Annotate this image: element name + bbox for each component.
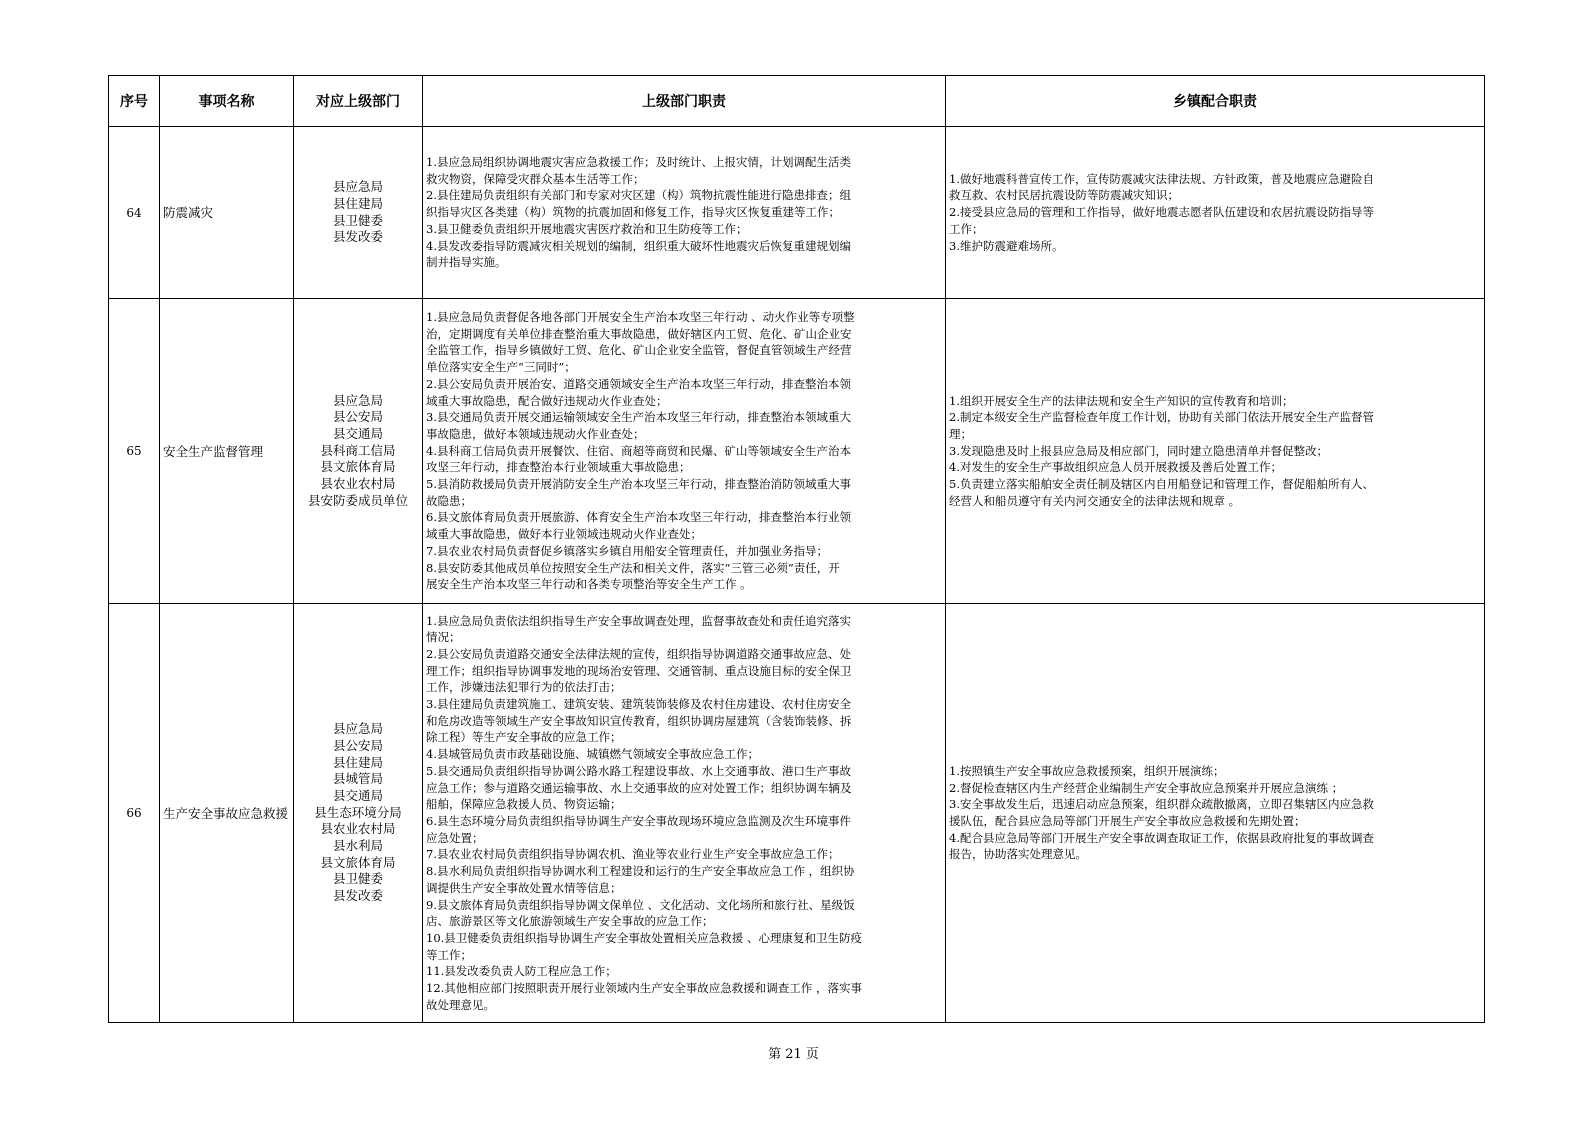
dept-name: 县发改委	[332, 888, 383, 904]
dept-name: 县水利局	[332, 838, 383, 854]
duty-line: 8.县水利局负责组织指导协调水利工程建设和运行的生产安全事故应急工作 ，组织协	[426, 864, 855, 879]
duty-line: 9.县文旅体育局负责组织指导协调文保单位 、文化活动、文化场所和旅行社、星级饭	[426, 897, 855, 912]
town-duties	[946, 127, 1485, 299]
upper-duties	[423, 604, 946, 1023]
duty-line: 治，定期调度有关单位排查整治重大事故隐患，做好辖区内工贸、危化、矿山企业安	[426, 326, 852, 341]
item-name: 防震减灾	[160, 127, 294, 299]
duty-line: 3.维护防震避难场所。	[949, 238, 1064, 253]
duty-line: 2.接受县应急局的管理和工作指导，做好地震志愿者队伍建设和农居抗震设防指导等	[949, 205, 1374, 220]
duty-line: 单位落实安全生产“三同时”；	[426, 360, 576, 375]
duty-line: 4.县科商工信局负责开展餐饮、住宿、商超等商贸和民爆、矿山等领域安全生产治本	[426, 443, 851, 458]
duty-line: 全监管工作，指导乡镇做好工贸、危化、矿山企业安全监管，督促直管领域生产经营	[426, 343, 852, 358]
duty-line: 援队伍，配合县应急局等部门开展生产安全事故应急救援和先期处置；	[949, 814, 1306, 828]
item-name: 安全生产监督管理	[160, 299, 294, 604]
duty-line: 应急处置；	[426, 830, 484, 845]
duty-line: 4.县城管局负责市政基础设施、城镇燃气领域安全事故应急工作；	[426, 747, 759, 762]
duty-line: 3.县交通局负责开展交通运输领域安全生产治本攻坚三年行动，排查整治本领域重大	[426, 410, 851, 425]
dept-list	[294, 299, 423, 604]
duty-line: 船舶，保障应急救援人员、物资运输；	[426, 797, 622, 812]
duty-line: 1.组织开展安全生产的法律法规和安全生产知识的宣传教育和培训；	[949, 393, 1294, 408]
dept-name: 县发改委	[332, 229, 383, 245]
duty-line: 和危房改造等领域生产安全事故知识宣传教育，组织协调房屋建筑（含装饰装修、拆	[426, 713, 852, 728]
duty-line: 理；	[949, 426, 972, 441]
item-name: 生产安全事故应急救援	[160, 604, 294, 1023]
duty-line: 攻坚三年行动，排查整治本行业领域重大事故隐患；	[426, 460, 691, 475]
duty-line: 2.县公安局负责道路交通安全法律法规的宣传，组织指导协调道路交通事故应急、处	[426, 646, 851, 661]
town-duties	[946, 299, 1485, 604]
duty-line: 1.做好地震科普宣传工作，宣传防震减灾法律法规、方针政策，普及地震应急避险自	[949, 171, 1374, 186]
row-number: 66	[109, 604, 160, 1023]
dept-name: 县科商工信局	[320, 442, 396, 458]
duty-line: 1.县应急局负责依法组织指导生产安全事故调查处理，监督事故查处和责任追究落实	[426, 613, 851, 628]
duty-line: 3.县住建局负责建筑施工、建筑安装、建筑装饰装修及农村住房建设、农村住房安全	[426, 697, 851, 712]
dept-name: 县农业农村局	[320, 821, 396, 837]
duty-line: 故处理意见。	[426, 997, 495, 1012]
header-town-duties: 乡镇配合职责	[946, 76, 1485, 127]
duty-line: 4.配合县应急局等部门开展生产安全事故调查取证工作，依据县政府批复的事故调查	[949, 830, 1374, 845]
dept-name: 县应急局	[332, 721, 383, 737]
duty-line: 情况；	[426, 630, 461, 645]
duty-line: 5.县交通局负责组织指导协调公路水路工程建设事故、水上交通事故、港口生产事故	[426, 763, 851, 778]
duty-line: 4.县发改委指导防震减灾相关规划的编制，组织重大破坏性地震灾后恢复重建规划编	[426, 238, 851, 253]
duty-line: 6.县生态环境分局负责组织指导协调生产安全事故现场环境应急监测及次生环境事件	[426, 814, 851, 828]
duty-line: 工作，涉嫌违法犯罪行为的依法打击；	[426, 680, 622, 695]
dept-list	[294, 127, 423, 299]
dept-name: 县公安局	[332, 737, 383, 753]
duty-line: 1.县应急局负责督促各地各部门开展安全生产治本攻坚三年行动 、动火作业等专项整	[426, 310, 855, 325]
dept-list	[294, 604, 423, 1023]
duty-line: 10.县卫健委负责组织指导协调生产安全事故处置相关应急救援 、心理康复和卫生防疫	[426, 930, 862, 945]
duty-line: 4.对发生的安全生产事故组织应急人员开展救援及善后处置工作；	[949, 460, 1282, 475]
header-num: 序号	[109, 76, 160, 127]
dept-name: 县农业农村局	[320, 476, 396, 492]
page-number: 第 21 页	[768, 1047, 819, 1062]
duty-line: 12.其他相应部门按照职责开展行业领域内生产安全事故应急救援和调查工作 ，落实事	[426, 981, 862, 996]
duty-line: 3.发现隐患及时上报县应急局及相应部门，同时建立隐患清单并督促整改；	[949, 443, 1328, 458]
dept-name: 县住建局	[332, 754, 383, 770]
dept-name: 县文旅体育局	[320, 459, 396, 475]
upper-duties	[423, 299, 946, 604]
upper-duties	[423, 127, 946, 299]
dept-name: 县安防委成员单位	[307, 492, 408, 508]
duty-line: 织指导灾区各类建（构）筑物的抗震加固和修复工作，指导灾区恢复重建等工作；	[426, 205, 840, 220]
duty-line: 3.安全事故发生后，迅速启动应急预案，组织群众疏散撤离，立即召集辖区内应急救	[949, 797, 1374, 812]
duty-line: 救互救、农村民居抗震设防等防震减灾知识；	[949, 188, 1179, 203]
dept-name: 县住建局	[332, 195, 383, 211]
row-number: 64	[109, 127, 160, 299]
dept-name: 县应急局	[332, 179, 383, 195]
dept-name: 县应急局	[332, 392, 383, 408]
dept-name: 县生态环境分局	[314, 804, 402, 820]
dept-name: 县卫健委	[332, 871, 383, 887]
duty-line: 应急工作；参与道路交通运输事故、水上交通事故的应对处置工作；组织协调车辆及	[426, 780, 852, 795]
table-row	[109, 127, 1485, 299]
duty-line: 工作；	[949, 221, 984, 236]
duty-line: 1.县应急局组织协调地震灾害应急救援工作；及时统计、上报灾情，计划调配生活类	[426, 155, 851, 170]
duty-line: 7.县农业农村局负责组织指导协调农机、渔业等农业行业生产安全事故应急工作；	[426, 847, 840, 862]
duty-line: 理工作；组织指导协调事发地的现场治安管理、交通管制、重点设施目标的安全保卫	[426, 663, 852, 678]
duty-line: 3.县卫健委负责组织开展地震灾害医疗救治和卫生防疫等工作；	[426, 221, 748, 236]
duty-line: 2.制定本级安全生产监督检查年度工作计划，协助有关部门依法开展安全生产监督管	[949, 410, 1374, 425]
table-row	[109, 299, 1485, 604]
town-duties	[946, 604, 1485, 1023]
duty-line: 调提供生产安全事故处置水情等信息；	[426, 880, 622, 895]
duty-line: 2.督促检查辖区内生产经营企业编制生产安全事故应急预案并开展应急演练 ；	[949, 780, 1344, 795]
duty-line: 域重大事故隐患，配合做好违规动火作业查处；	[426, 393, 668, 408]
duty-line: 事故隐患，做好本领域违规动火作业查处；	[426, 426, 645, 441]
duty-line: 7.县农业农村局负责督促乡镇落实乡镇自用船安全管理责任，并加强业务指导；	[426, 543, 828, 558]
dept-name: 县城管局	[332, 771, 383, 787]
duty-line: 故隐患；	[426, 493, 472, 508]
header-dept: 对应上级部门	[294, 76, 423, 127]
header-upper-duties: 上级部门职责	[423, 76, 946, 127]
header-row	[109, 76, 1485, 127]
duty-line: 2.县住建局负责组织有关部门和专家对灾区建（构）筑物抗震性能进行隐患排查；组	[426, 188, 851, 203]
duty-line: 域重大事故隐患，做好本行业领域违规动火作业查处；	[426, 527, 702, 542]
duty-line: 制并指导实施。	[426, 255, 507, 270]
duty-line: 救灾物资，保障受灾群众基本生活等工作；	[426, 171, 645, 186]
header-name: 事项名称	[160, 76, 294, 127]
dept-name: 县交通局	[332, 425, 383, 441]
duty-table	[108, 75, 1485, 1023]
duty-line: 6.县文旅体育局负责开展旅游、体育安全生产治本攻坚三年行动，排查整治本行业领	[426, 510, 851, 525]
duty-line: 11.县发改委负责人防工程应急工作；	[426, 964, 617, 979]
dept-name: 县文旅体育局	[320, 854, 396, 870]
duty-line: 1.按照镇生产安全事故应急救援预案，组织开展演练；	[949, 763, 1225, 778]
duty-line: 报告，协助落实处理意见。	[949, 847, 1087, 862]
duty-line: 8.县安防委其他成员单位按照安全生产法和相关文件，落实“三管三必须”责任，开	[426, 560, 840, 575]
duty-line: 展安全生产治本攻坚三年行动和各类专项整治等安全生产工作 。	[426, 577, 752, 592]
dept-name: 县公安局	[332, 409, 383, 425]
duty-line: 2.县公安局负责开展治安、道路交通领域安全生产治本攻坚三年行动，排查整治本领	[426, 376, 851, 391]
duty-line: 店、旅游景区等文化旅游领域生产安全事故的应急工作；	[426, 914, 714, 929]
duty-line: 5.负责建立落实船舶安全责任制及辖区内自用船登记和管理工作，督促船舶所有人、	[949, 477, 1374, 492]
row-number: 65	[109, 299, 160, 604]
duty-line: 5.县消防救援局负责开展消防安全生产治本攻坚三年行动，排查整治消防领域重大事	[426, 477, 851, 492]
duty-line: 等工作；	[426, 947, 472, 962]
dept-name: 县卫健委	[332, 212, 383, 228]
duty-line: 经营人和船员遵守有关内河交通安全的法律法规和规章 。	[949, 493, 1241, 508]
table-row	[109, 604, 1485, 1023]
duty-line: 除工程）等生产安全事故的应急工作；	[426, 730, 622, 745]
dept-name: 县交通局	[332, 787, 383, 803]
